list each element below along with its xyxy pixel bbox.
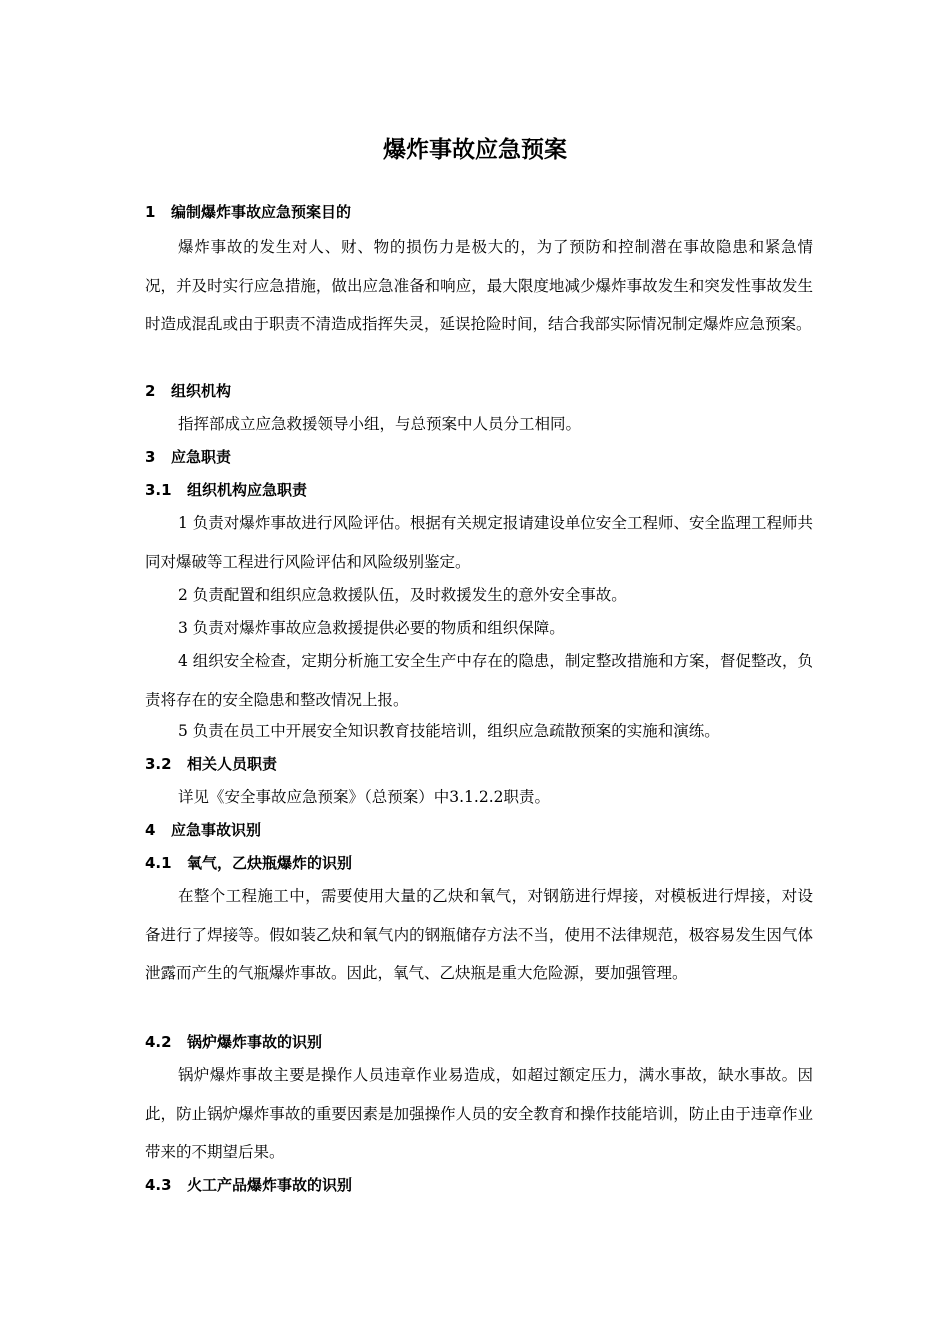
paragraph-duty-4: 4 组织安全检查，定期分析施工安全生产中存在的隐患，制定整改措施和方案，督促整改，负责将存在的安全隐患和整改情况上报。: [145, 652, 813, 709]
paragraph-duty-2: 2 负责配置和组织应急救援队伍，及时救援发生的意外安全事故。: [178, 586, 627, 604]
paragraph-duty-5: 5 负责在员工中开展安全知识教育技能培训，组织应急疏散预案的实施和演练。: [178, 722, 720, 740]
section-title: 锅炉爆炸事故的识别: [187, 1033, 323, 1051]
section-heading-3-2: [145, 753, 815, 775]
section-heading-3-1: [145, 479, 815, 501]
section-title: 火工产品爆炸事故的识别: [187, 1176, 353, 1194]
section-title: 编制爆炸事故应急预案目的: [171, 203, 352, 221]
paragraph-duty-3: 3 负责对爆炸事故应急救援提供必要的物质和组织保障。: [178, 619, 565, 637]
section-number: 3: [145, 448, 156, 466]
section-number: 4: [145, 821, 156, 839]
section-heading-4-3: [145, 1174, 815, 1196]
paragraph-boiler: 锅炉爆炸事故主要是操作人员违章作业易造成，如超过额定压力，满水事故，缺水事故。因此，防止锅炉爆炸事故的重要因素是加强操作人员的安全教育和操作技能培训，防止由于违章作业带来的不期望后果。: [145, 1066, 813, 1161]
section-heading-1: [145, 201, 815, 223]
section-title: 应急职责: [171, 448, 232, 466]
section-title: 相关人员职责: [187, 755, 278, 773]
paragraph-purpose: 爆炸事故的发生对人、财、物的损伤力是极大的，为了预防和控制潜在事故隐患和紧急情况，并及时实行应急措施，做出应急准备和响应，最大限度地减少爆炸事故发生和突发性事故发生时造成混乱或由于职责不清造成指挥失灵，延误抢险时间，结合我部实际情况制定爆炸应急预案。: [145, 238, 813, 333]
section-heading-3: [145, 446, 815, 468]
section-number: 4.2: [145, 1033, 172, 1051]
section-title: 组织机构应急职责: [187, 481, 308, 499]
section-title: 组织机构: [171, 382, 232, 400]
section-heading-4: [145, 819, 815, 841]
section-heading-4-2: [145, 1031, 815, 1053]
paragraph-duty-1: 1 负责对爆炸事故进行风险评估。根据有关规定报请建设单位安全工程师、安全监理工程师共同对爆破等工程进行风险评估和风险级别鉴定。: [145, 514, 813, 571]
document-title: 爆炸事故应急预案: [383, 137, 567, 163]
paragraph-personnel-duty: 详见《安全事故应急预案》（总预案）中3.1.2.2职责。: [178, 788, 550, 806]
section-heading-4-1: [145, 852, 815, 874]
section-number: 1: [145, 203, 156, 221]
section-heading-2: [145, 380, 815, 402]
section-number: 3.1: [145, 481, 172, 499]
paragraph-organization: 指挥部成立应急救援领导小组，与总预案中人员分工相同。: [178, 415, 582, 433]
paragraph-gas-cylinder: 在整个工程施工中，需要使用大量的乙炔和氧气，对钢筋进行焊接，对模板进行焊接，对设备进行了焊接等。假如装乙炔和氧气内的钢瓶储存方法不当，使用不法律规范，极容易发生因气体泄露而产生的气瓶爆炸事故。因此，氧气、乙炔瓶是重大危险源，要加强管理。: [145, 887, 813, 982]
section-number: 4.3: [145, 1176, 172, 1194]
section-number: 2: [145, 382, 156, 400]
section-title: 应急事故识别: [171, 821, 262, 839]
section-number: 4.1: [145, 854, 172, 872]
section-number: 3.2: [145, 755, 172, 773]
section-title: 氧气，乙炔瓶爆炸的识别: [187, 854, 353, 872]
